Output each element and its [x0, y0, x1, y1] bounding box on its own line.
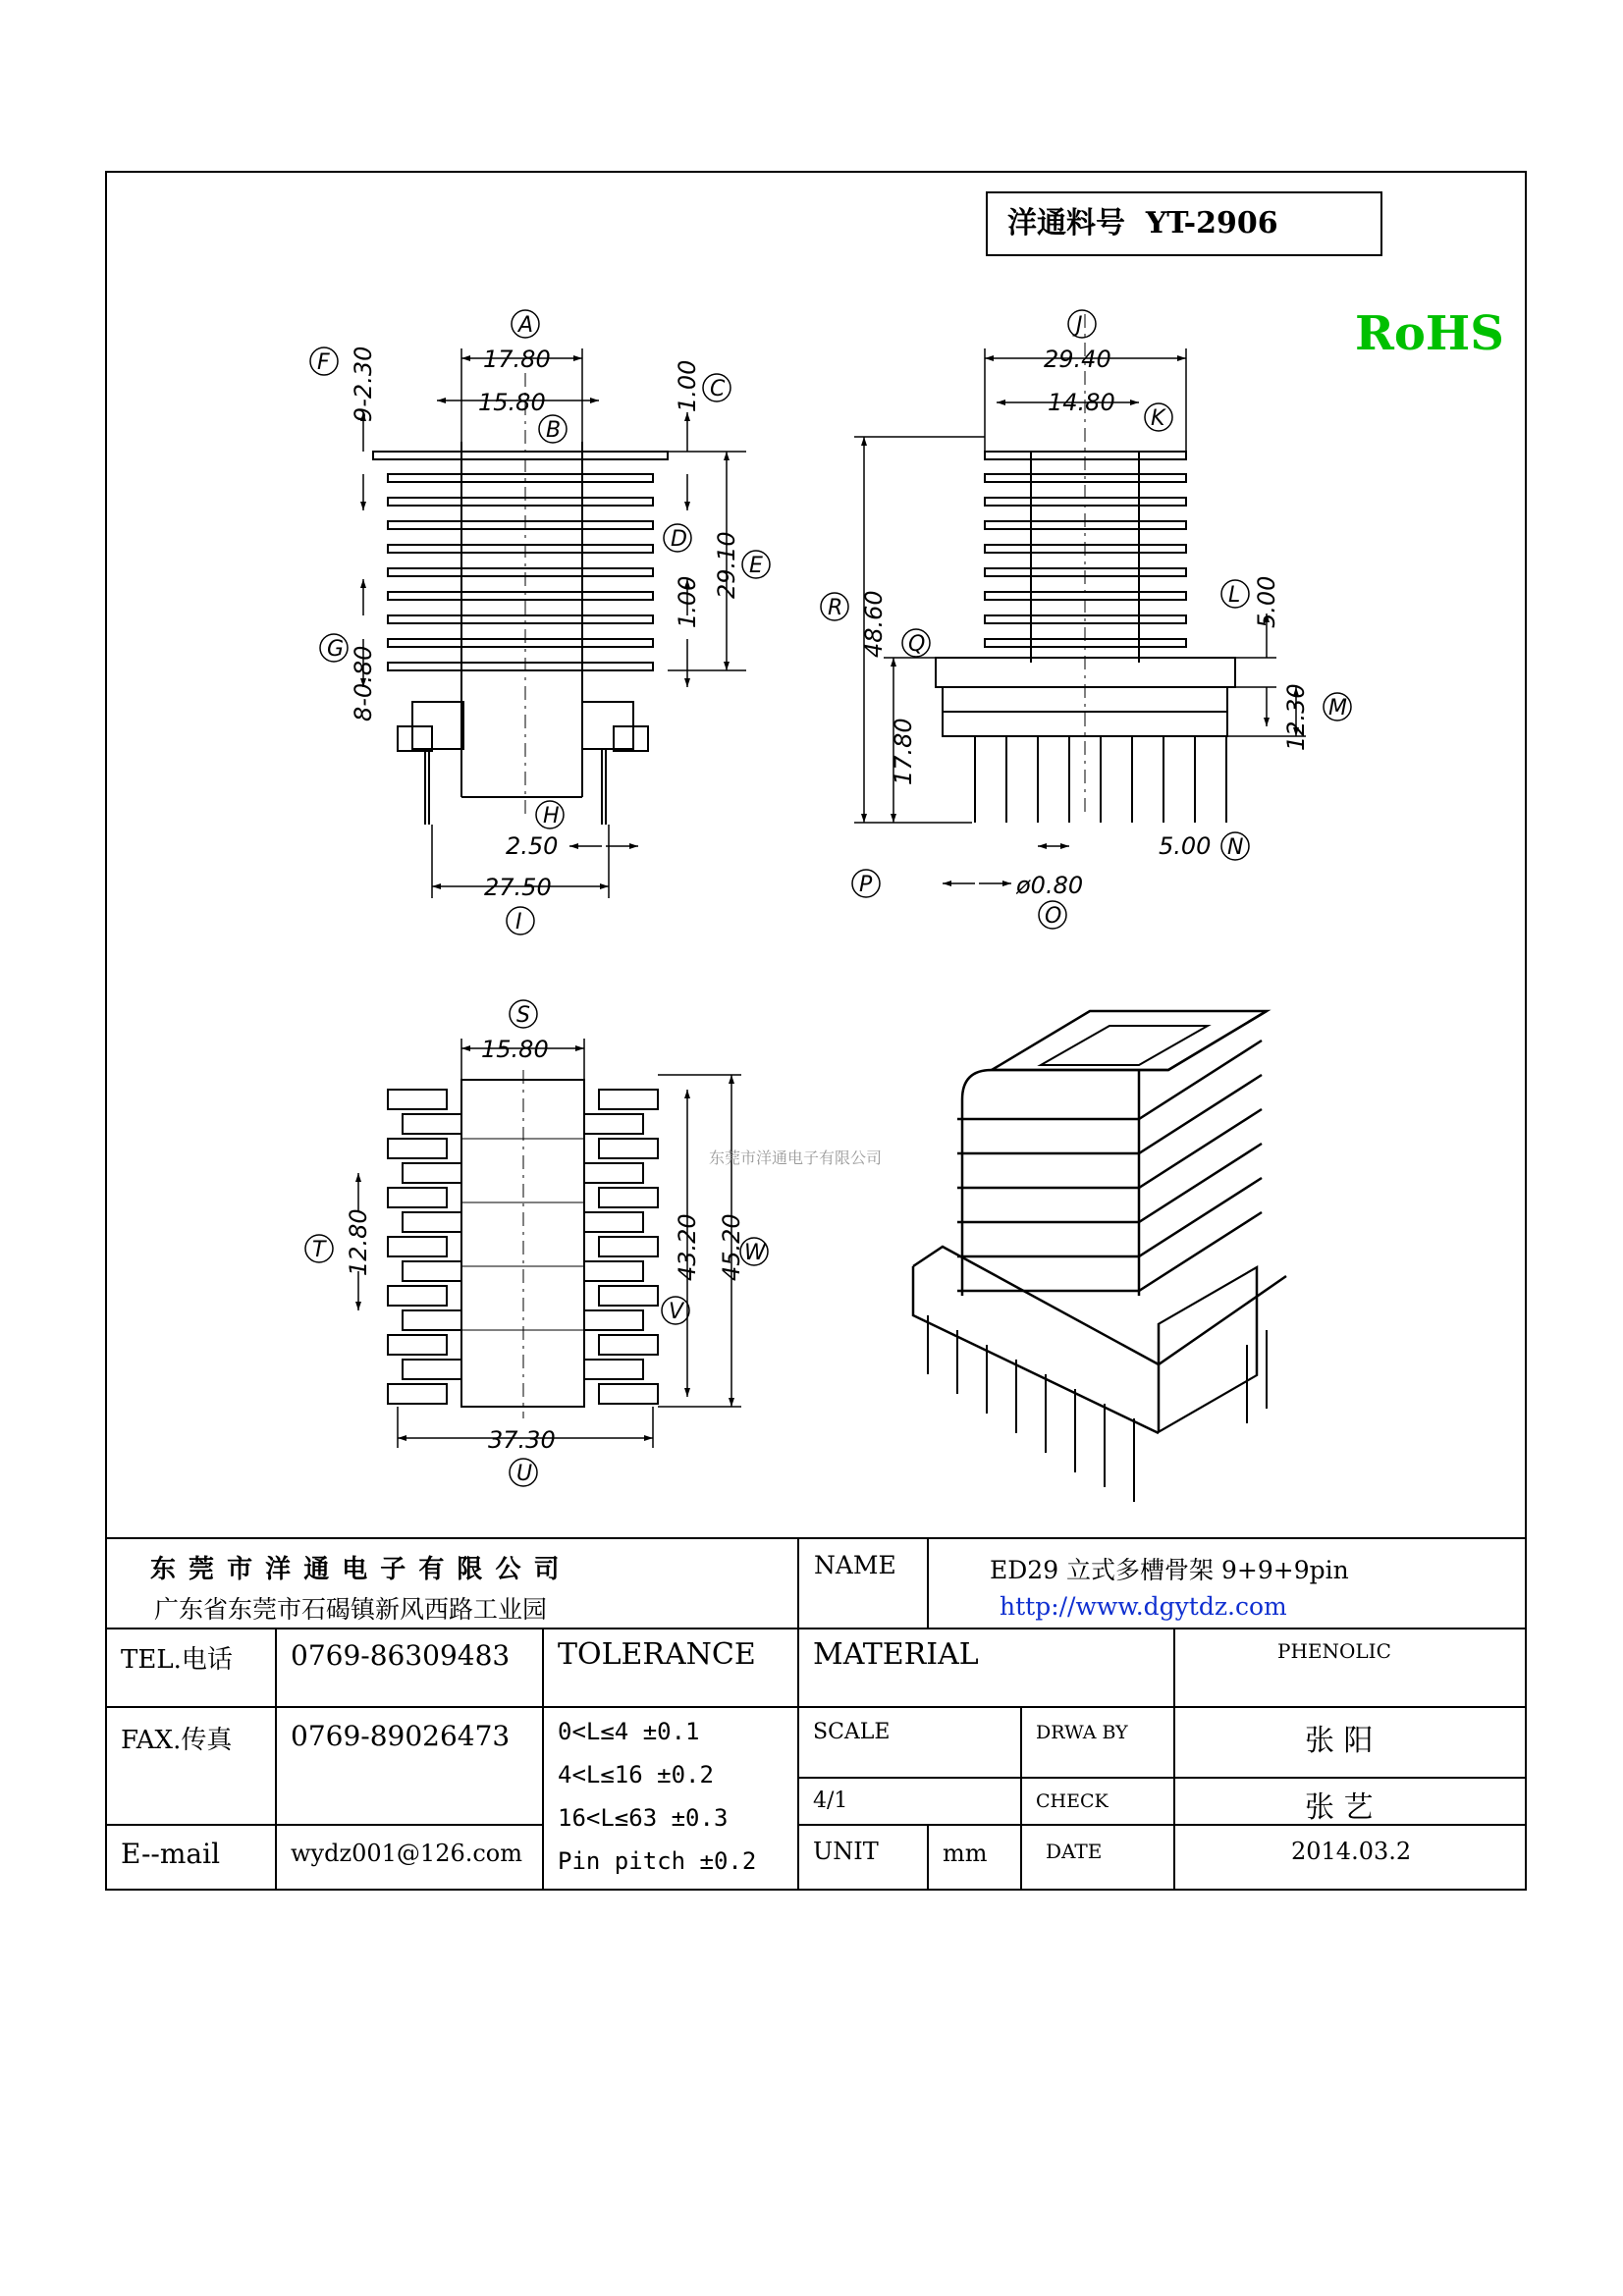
fax-value-cell — [275, 1706, 544, 1826]
side-label-m: M — [1328, 696, 1347, 721]
part-number: YT-2906 — [1145, 206, 1278, 240]
bottom-right-pads — [584, 1090, 658, 1404]
side-label-q: Q — [908, 632, 926, 657]
scale-label-cell — [797, 1706, 1022, 1779]
name-label: NAME — [814, 1551, 896, 1579]
dim-u-value: 37.30 — [488, 1426, 556, 1454]
tolerance-label: TOLERANCE — [558, 1637, 756, 1672]
part-name: ED29 立式多槽骨架 9+9+9pin — [990, 1556, 1349, 1584]
tolerance-values-cell — [542, 1706, 799, 1891]
scale-value-cell — [797, 1777, 1022, 1826]
iso-flanges — [957, 1041, 1262, 1291]
material-value-cell — [1173, 1628, 1527, 1708]
company-cell — [105, 1537, 799, 1629]
dim-m-value: 12.30 — [1282, 683, 1310, 751]
email-value[interactable]: wydz001@126.com — [291, 1840, 523, 1867]
side-label-p: P — [859, 873, 873, 897]
check-label: CHECK — [1036, 1790, 1109, 1812]
check-label-cell — [1020, 1777, 1175, 1826]
dim-c-value: 1.00 — [674, 359, 701, 412]
side-pins — [975, 736, 1226, 823]
email-label: E--mail — [121, 1838, 221, 1870]
date-value: 2014.03.2 — [1291, 1838, 1412, 1865]
bottom-label-w: W — [744, 1241, 766, 1265]
side-label-n: N — [1227, 835, 1244, 860]
dim-f-value: 9-2.30 — [350, 346, 377, 422]
drawby-value: 张 阳 — [1305, 1724, 1374, 1758]
front-label-i: I — [515, 910, 522, 934]
side-label-r: R — [828, 596, 843, 620]
bottom-label-u: U — [516, 1462, 533, 1486]
website-link[interactable]: http://www.dgytdz.com — [1000, 1592, 1287, 1621]
dim-t-value: 12.80 — [345, 1208, 372, 1276]
tel-label-cell — [105, 1628, 277, 1708]
dim-l-value: 5.00 — [1253, 575, 1280, 628]
side-view-text — [828, 313, 1347, 929]
dim-e-value: 29.10 — [713, 531, 740, 599]
date-label-cell — [1020, 1824, 1175, 1891]
dim-k-value: 14.80 — [1048, 389, 1115, 416]
front-label-c: C — [710, 377, 726, 401]
tolerance-row-4: Pin pitch ±0.2 — [558, 1847, 757, 1875]
tolerance-row-2: 4<L≤16 ±0.2 — [558, 1761, 714, 1789]
dim-s-value: 15.80 — [481, 1036, 549, 1063]
side-label-o: O — [1045, 904, 1062, 929]
rohs-mark: RoHS — [1355, 306, 1504, 361]
iso-pins — [928, 1315, 1267, 1502]
drawby-label-cell — [1020, 1706, 1175, 1779]
fax-label-cell — [105, 1706, 277, 1826]
dim-q-value: 17.80 — [890, 718, 917, 785]
date-value-cell — [1173, 1824, 1527, 1891]
dim-v-value: 43.20 — [674, 1213, 701, 1281]
front-flanges — [373, 452, 668, 670]
tel-value: 0769-86309483 — [291, 1639, 511, 1672]
tel-label: TEL.电话 — [121, 1645, 233, 1675]
scale-label: SCALE — [813, 1720, 891, 1744]
check-value: 张 艺 — [1305, 1790, 1374, 1825]
bottom-label-t: T — [312, 1238, 326, 1262]
dim-b-value: 15.80 — [478, 389, 546, 416]
front-label-f: F — [317, 350, 330, 375]
unit-value-cell — [927, 1824, 1022, 1891]
scale-value: 4/1 — [813, 1789, 848, 1813]
side-label-l: L — [1228, 583, 1241, 608]
dim-j-value: 29.40 — [1044, 346, 1111, 373]
tolerance-row-3: 16<L≤63 ±0.3 — [558, 1804, 729, 1832]
drawby-label: DRWA BY — [1036, 1722, 1128, 1743]
front-label-b: B — [546, 418, 562, 443]
dim-r-value: 48.60 — [860, 590, 888, 658]
material-label: MATERIAL — [813, 1637, 979, 1672]
company-name: 东 莞 市 洋 通 电 子 有 限 公 司 — [150, 1555, 562, 1584]
bottom-view-text — [312, 1003, 767, 1486]
bottom-label-s: S — [516, 1003, 530, 1028]
front-label-h: H — [543, 804, 560, 828]
tolerance-row-1: 0<L≤4 ±0.1 — [558, 1718, 700, 1745]
dim-h-value: 2.50 — [506, 832, 559, 860]
part-label: 洋通料号 — [1007, 206, 1125, 240]
dim-i-value: 27.50 — [484, 874, 552, 901]
name-value-cell — [927, 1537, 1527, 1629]
isometric-view — [913, 1011, 1286, 1502]
dim-d-value: 1.00 — [674, 575, 701, 628]
fax-value: 0769-89026473 — [291, 1720, 511, 1752]
side-label-j: J — [1076, 313, 1083, 338]
front-label-d: D — [671, 527, 687, 552]
front-label-g: G — [327, 637, 345, 662]
date-label: DATE — [1046, 1840, 1103, 1863]
bottom-left-pads — [388, 1090, 461, 1404]
check-value-cell — [1173, 1777, 1527, 1826]
unit-label: UNIT — [813, 1838, 879, 1865]
fax-label: FAX.传真 — [121, 1726, 233, 1755]
tolerance-label-cell — [542, 1628, 799, 1708]
material-label-cell — [797, 1628, 1175, 1708]
dim-g-value: 8-0.80 — [350, 645, 377, 721]
bottom-label-v: V — [669, 1300, 684, 1324]
dim-a-value: 17.80 — [483, 346, 551, 373]
tel-value-cell — [275, 1628, 544, 1708]
drawby-value-cell — [1173, 1706, 1527, 1779]
material-value: PHENOLIC — [1277, 1639, 1391, 1663]
dim-o-value: ø0.80 — [1016, 872, 1084, 899]
company-address: 广东省东莞市石碣镇新风西路工业园 — [154, 1595, 548, 1624]
front-label-a: A — [518, 313, 534, 338]
dim-w-value: 45.20 — [718, 1213, 745, 1281]
email-value-cell — [275, 1824, 544, 1891]
front-label-e: E — [749, 554, 763, 578]
unit-label-cell — [797, 1824, 929, 1891]
watermark-text: 东莞市洋通电子有限公司 — [709, 1148, 883, 1167]
side-label-k: K — [1151, 406, 1165, 431]
email-label-cell — [105, 1824, 277, 1891]
unit-value: mm — [943, 1840, 988, 1867]
dim-n-value: 5.00 — [1159, 832, 1212, 860]
name-label-cell — [797, 1537, 929, 1629]
